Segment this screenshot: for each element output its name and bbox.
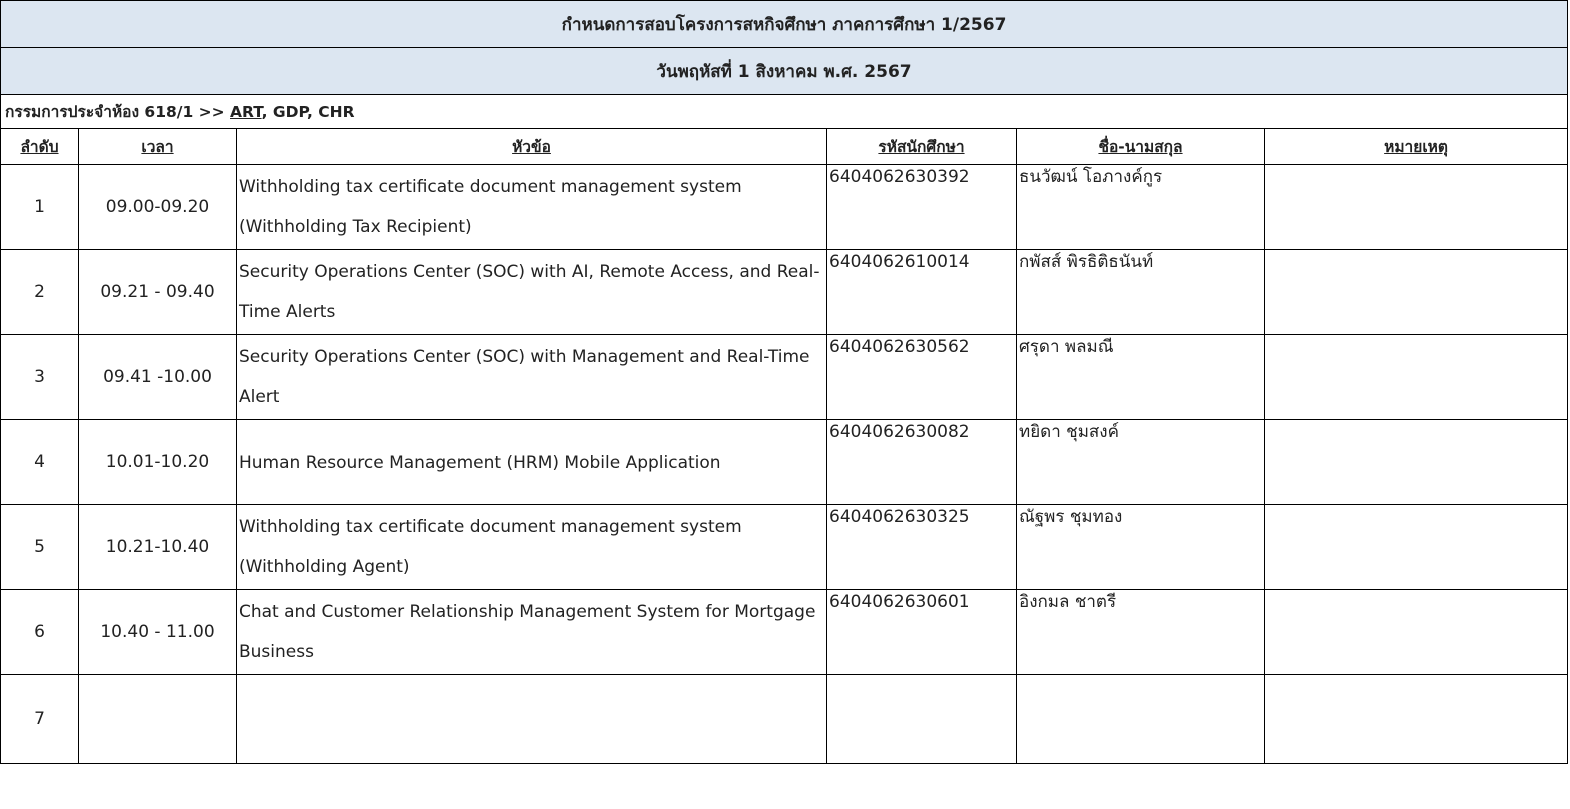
row-no: 1 xyxy=(1,165,79,250)
committee-prefix: กรรมการประจำห้อง 618/1 >> xyxy=(5,103,230,121)
row-student-id: 6404062630601 xyxy=(827,590,1017,675)
row-note xyxy=(1265,505,1568,590)
row-time: 10.21-10.40 xyxy=(79,505,237,590)
row-time: 10.40 - 11.00 xyxy=(79,590,237,675)
row-no: 2 xyxy=(1,250,79,335)
row-no: 6 xyxy=(1,590,79,675)
header-time: เวลา xyxy=(79,129,237,165)
table-row xyxy=(1,165,1568,250)
row-time: 09.41 -10.00 xyxy=(79,335,237,420)
row-no: 7 xyxy=(1,675,79,764)
row-note xyxy=(1265,165,1568,250)
row-student-id: 6404062610014 xyxy=(827,250,1017,335)
row-name: ศรุดา พลมณี xyxy=(1017,335,1265,420)
row-no: 5 xyxy=(1,505,79,590)
row-note xyxy=(1265,590,1568,675)
committee-rest: , GDP, CHR xyxy=(261,103,355,121)
row-student-id: 6404062630325 xyxy=(827,505,1017,590)
table-row xyxy=(1,505,1568,590)
row-topic: Security Operations Center (SOC) with AI, Remote Access, and Real-Time Alerts xyxy=(237,250,827,335)
committee-row xyxy=(1,95,1568,129)
row-note xyxy=(1265,250,1568,335)
row-name: ทยิดา ชุมสงค์ xyxy=(1017,420,1265,505)
header-no: ลำดับ xyxy=(1,129,79,165)
header-topic: หัวข้อ xyxy=(237,129,827,165)
header-row xyxy=(1,129,1568,165)
table-row xyxy=(1,675,1568,764)
table-row xyxy=(1,335,1568,420)
row-topic xyxy=(237,675,827,764)
row-student-id: 6404062630082 xyxy=(827,420,1017,505)
title-line-1: กำหนดการสอบโครงการสหกิจศึกษา ภาคการศึกษา 1/2567 xyxy=(1,1,1568,48)
row-name: กพัสส์ พิรธิติธนันท์ xyxy=(1017,250,1265,335)
row-time: 09.00-09.20 xyxy=(79,165,237,250)
row-note xyxy=(1265,335,1568,420)
title-line-2: วันพฤหัสที่ 1 สิงหาคม พ.ศ. 2567 xyxy=(1,48,1568,95)
table-row xyxy=(1,420,1568,505)
row-name: ณัฐพร ชุมทอง xyxy=(1017,505,1265,590)
row-student-id: 6404062630392 xyxy=(827,165,1017,250)
row-topic: Human Resource Management (HRM) Mobile Application xyxy=(237,420,827,505)
table-row xyxy=(1,250,1568,335)
row-topic: Security Operations Center (SOC) with Management and Real-Time Alert xyxy=(237,335,827,420)
committee-underlined: ART xyxy=(230,103,262,121)
row-topic: Withholding tax certificate document management system (Withholding Agent) xyxy=(237,505,827,590)
row-student-id xyxy=(827,675,1017,764)
row-note xyxy=(1265,675,1568,764)
row-name xyxy=(1017,675,1265,764)
row-time: 09.21 - 09.40 xyxy=(79,250,237,335)
header-name: ชื่อ-นามสกุล xyxy=(1017,129,1265,165)
row-no: 4 xyxy=(1,420,79,505)
table-row xyxy=(1,590,1568,675)
row-name: ธนวัฒน์ โอภางค์กูร xyxy=(1017,165,1265,250)
row-student-id: 6404062630562 xyxy=(827,335,1017,420)
header-student-id: รหัสนักศึกษา xyxy=(827,129,1017,165)
row-time: 10.01-10.20 xyxy=(79,420,237,505)
row-time xyxy=(79,675,237,764)
row-note xyxy=(1265,420,1568,505)
row-name: อิงกมล ชาตรี xyxy=(1017,590,1265,675)
row-topic: Chat and Customer Relationship Management System for Mortgage Business xyxy=(237,590,827,675)
row-no: 3 xyxy=(1,335,79,420)
header-note: หมายเหตุ xyxy=(1265,129,1568,165)
row-topic: Withholding tax certificate document management system (Withholding Tax Recipient) xyxy=(237,165,827,250)
